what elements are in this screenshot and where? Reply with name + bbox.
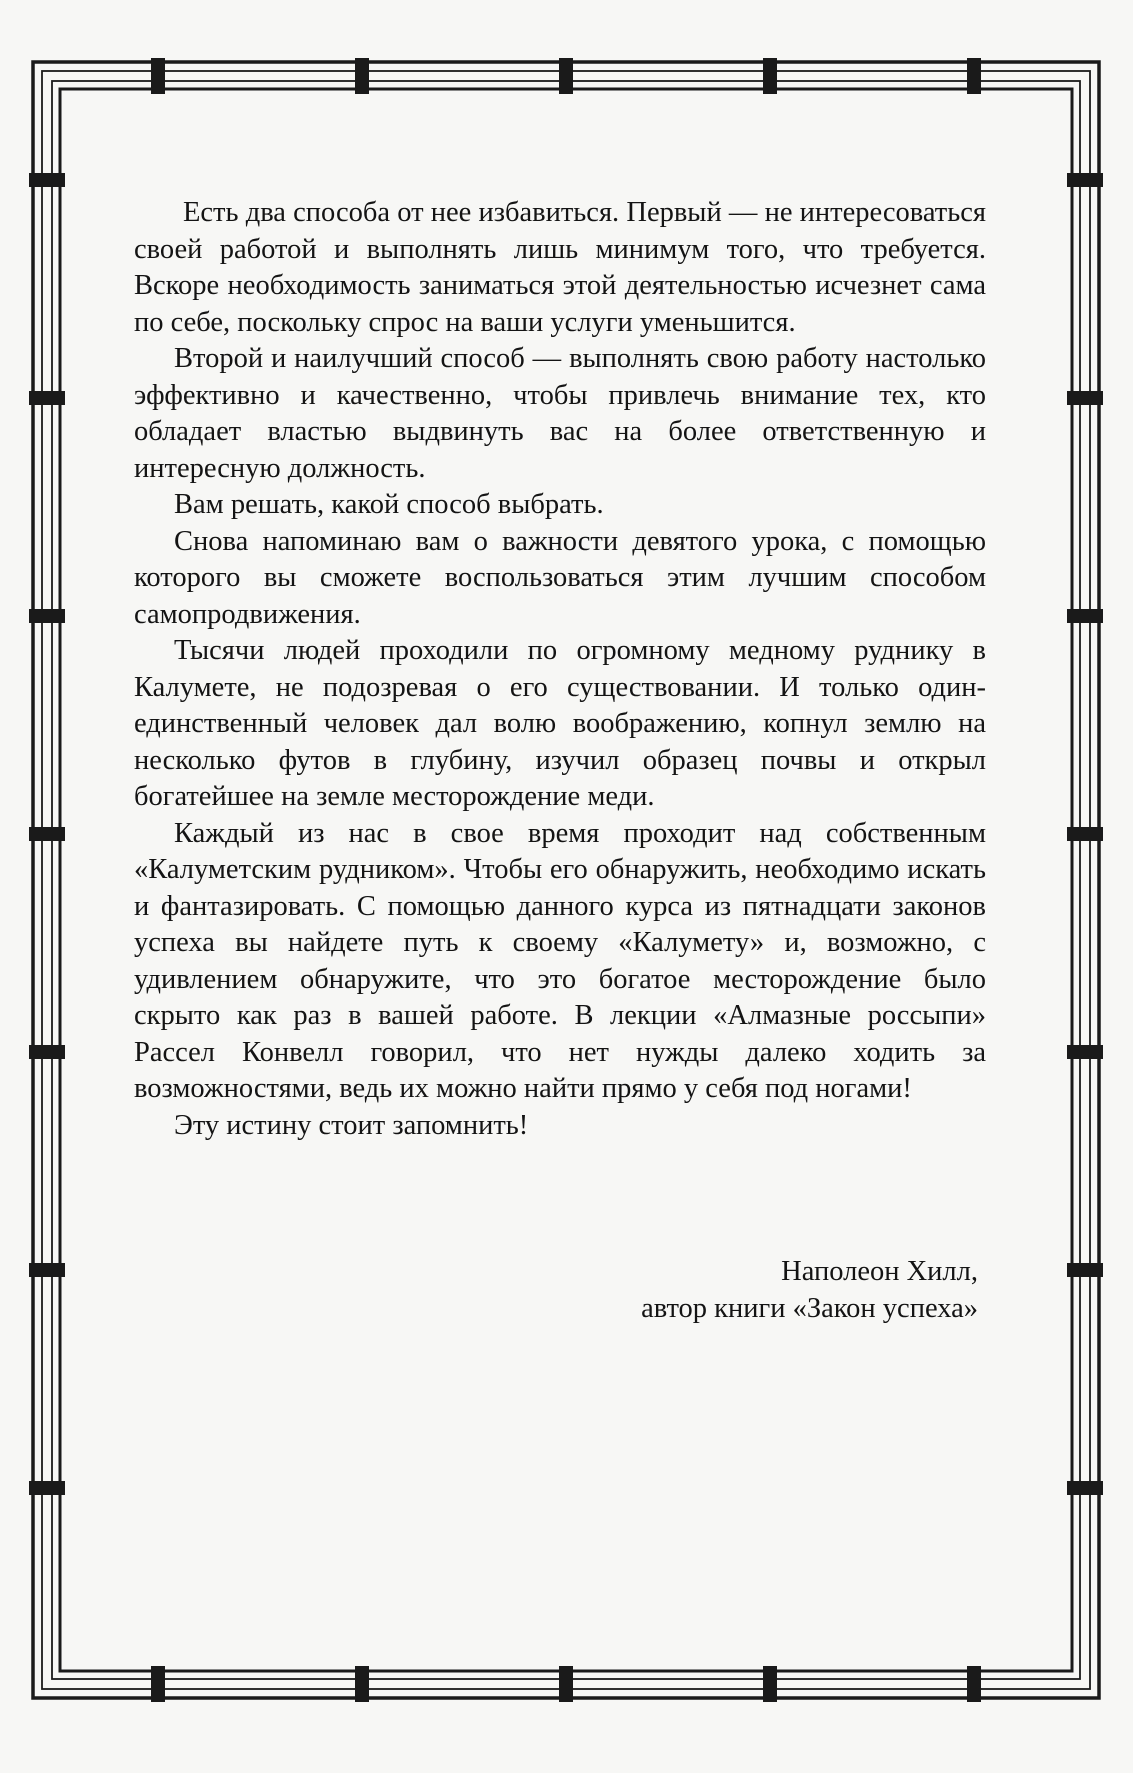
frame-knot <box>29 1045 65 1059</box>
frame-knot <box>29 391 65 405</box>
frame-knot <box>1067 173 1103 187</box>
frame-knot <box>355 58 369 94</box>
frame-knot <box>763 1666 777 1702</box>
frame-knot <box>1067 1263 1103 1277</box>
frame-knot <box>29 173 65 187</box>
frame-knot <box>29 1481 65 1495</box>
frame-knot <box>151 58 165 94</box>
frame-knot <box>355 1666 369 1702</box>
frame-knot <box>1067 1481 1103 1495</box>
frame-knot <box>763 58 777 94</box>
frame-knot <box>1067 609 1103 623</box>
frame-knot <box>967 1666 981 1702</box>
paragraph: Тысячи людей проходили по огромному медному руднику в Калумете, не подозревая о его существовании. И только один-единственный человек дал волю воображению, копнул землю на несколько футов в глубину, изучил образец почвы и открыл богатейшее на земле месторождение меди. <box>134 635 986 812</box>
frame-knot <box>559 58 573 94</box>
signature <box>500 1253 978 1327</box>
paragraph: Вам решать, какой способ выбрать. <box>174 489 604 520</box>
frame-knot <box>1067 827 1103 841</box>
frame-knot <box>29 609 65 623</box>
paragraph: Есть два способа от нее избавиться. Первый — не интересоваться своей работой и выполнять лишь минимум того, что требуется. Вскоре необходимость заниматься этой деятельностью исчезнет сама по себе, поскольку спрос на ваши услуги уменьшится. <box>134 197 986 338</box>
frame-knot <box>559 1666 573 1702</box>
paragraph: Эту истину стоит запомнить! <box>174 1109 529 1141</box>
frame-knot <box>967 58 981 94</box>
frame-knot <box>29 827 65 841</box>
frame-knot <box>151 1666 165 1702</box>
paragraph: Снова напоминаю вам о важности девятого урока, с помощью которого вы сможете воспользоваться этим лучшим способом самопродвижения. <box>134 525 986 630</box>
author-name: Наполеон Хилл, <box>781 1256 978 1287</box>
frame-knot <box>1067 1045 1103 1059</box>
paragraph: Каждый из нас в свое время проходит над собственным «Калуметским рудником». Чтобы его обнаружить, необходимо искать и фантазировать. С помощью данного курса из пятнадцати законов успеха вы найдете путь к своему «Калумету» и, возможно, с удивлением обнаружите, что это богатое месторождение было скрыто как раз в вашей работе. В лекции «Алмазные россыпи» Рассел Конвелл говорил, что нет нужды далеко ходить за возможностями, ведь их можно найти прямо у себя под ногами! <box>134 817 986 1104</box>
author-role: автор книги «Закон успеха» <box>641 1293 978 1324</box>
frame-knot <box>29 1263 65 1277</box>
body-text <box>134 195 986 1144</box>
paragraph: Второй и наилучший способ — выполнять свою работу настолько эффективно и качественно, чтобы привлечь внимание тех, кто обладает властью выдвинуть вас на более ответственную и интересную должность. <box>134 343 986 484</box>
frame-knot <box>1067 391 1103 405</box>
